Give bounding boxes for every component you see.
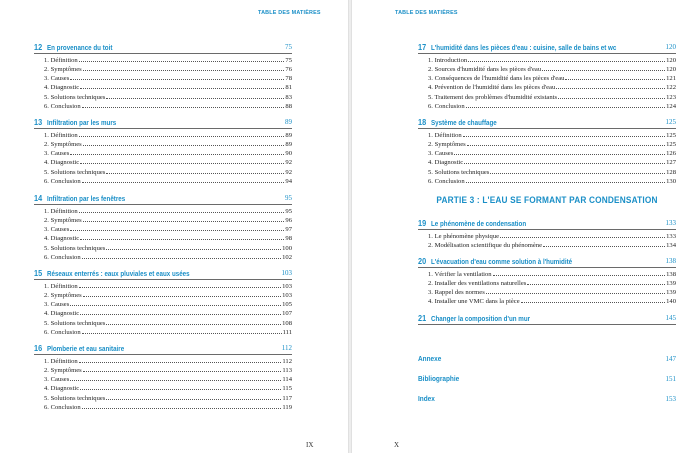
toc-entry[interactable] [418, 176, 676, 185]
entry-page: 121 [666, 75, 676, 83]
chapter-entries [418, 268, 676, 306]
toc-entry[interactable] [418, 167, 676, 176]
chapter-page: 103 [281, 269, 292, 277]
entry-page: 125 [666, 140, 676, 148]
backmatter-title: Annexe [418, 354, 442, 363]
entry-page: 111 [282, 328, 292, 336]
entry-label: 4. Diagnostic [428, 159, 464, 167]
entry-label: 1. Définition [428, 131, 462, 139]
toc-entry[interactable] [34, 82, 292, 91]
entry-label: 6. Conclusion [44, 253, 81, 261]
toc-entry[interactable] [418, 296, 676, 305]
dot-leader [70, 73, 284, 80]
backmatter-page: 151 [665, 375, 676, 383]
chapter-title: Système de chauffage [431, 117, 497, 127]
dot-leader [82, 402, 282, 409]
backmatter-title: Index [418, 394, 435, 403]
entry-page: 75 [285, 56, 292, 64]
chapter-heading[interactable] [418, 42, 676, 54]
entry-page: 100 [282, 244, 292, 252]
dot-leader [80, 308, 281, 315]
entry-page: 115 [282, 385, 292, 393]
entry-label: 3. Causes [44, 301, 70, 309]
backmatter-entry[interactable] [418, 374, 676, 385]
toc-chapter [418, 218, 676, 249]
chapter-heading[interactable] [418, 117, 676, 129]
chapter-heading[interactable] [418, 313, 676, 325]
toc-entry[interactable] [418, 148, 676, 157]
chapter-entries [34, 129, 292, 185]
entry-page: 139 [666, 289, 676, 297]
entry-label: 4. Diagnostic [44, 385, 80, 393]
entry-page: 96 [285, 216, 292, 224]
toc-entry[interactable] [34, 393, 292, 402]
chapter-page: 125 [665, 118, 676, 126]
dot-leader [542, 64, 665, 71]
chapter-title: Plomberie et eau sanitaire [47, 343, 125, 353]
toc-entry[interactable] [418, 73, 676, 82]
chapter-number: 21 [418, 313, 427, 323]
dot-leader [464, 157, 665, 164]
toc-entry[interactable] [34, 383, 292, 392]
entry-page: 122 [666, 84, 676, 92]
dot-leader [82, 176, 285, 183]
entry-page: 113 [282, 366, 292, 374]
chapter-heading[interactable] [418, 218, 676, 230]
entry-page: 120 [666, 65, 676, 73]
entry-page: 140 [666, 298, 676, 306]
toc-entry[interactable] [418, 82, 676, 91]
entry-label: 1. Définition [44, 357, 78, 365]
dot-leader [80, 383, 281, 390]
chapter-title: L'évacuation d'eau comme solution à l'humidité [431, 256, 573, 266]
entry-label: 2. Modélisation scientifique du phénomène [428, 241, 543, 249]
entry-label: 4. Diagnostic [44, 84, 80, 92]
entry-label: 6. Conclusion [44, 102, 81, 110]
chapter-number: 16 [34, 343, 43, 353]
entry-label: 3. Causes [428, 150, 454, 158]
entry-label: 1. Introduction [428, 56, 468, 64]
entry-label: 2. Symptômes [44, 366, 82, 374]
chapter-number: 14 [34, 193, 43, 203]
entry-page: 90 [285, 150, 292, 158]
right-page [352, 0, 700, 453]
dot-leader [82, 252, 281, 259]
dot-leader [79, 281, 281, 288]
entry-page: 103 [282, 282, 292, 290]
entry-page: 124 [666, 102, 676, 110]
dot-leader [83, 290, 281, 297]
entry-label: 3. Rappel des normes [428, 289, 485, 297]
toc-entry[interactable] [34, 92, 292, 101]
toc-entry[interactable] [34, 176, 292, 185]
dot-leader [565, 73, 665, 80]
entry-page: 117 [282, 394, 292, 402]
entry-label: 6. Conclusion [44, 403, 81, 411]
entry-label: 2. Symptômes [44, 65, 82, 73]
entry-label: 2. Symptômes [44, 291, 82, 299]
toc-entry[interactable] [34, 318, 292, 327]
dot-leader [500, 231, 665, 238]
entry-page: 102 [282, 253, 292, 261]
chapter-page: 75 [285, 43, 292, 51]
chapter-heading[interactable] [34, 117, 292, 129]
entry-label: 5. Solutions techniques [44, 93, 106, 101]
dot-leader [466, 101, 665, 108]
entry-page: 105 [282, 301, 292, 309]
dot-leader [80, 157, 284, 164]
entry-page: 125 [666, 131, 676, 139]
chapter-page: 138 [665, 257, 676, 265]
dot-leader [454, 148, 665, 155]
toc-entry[interactable] [34, 101, 292, 110]
entry-label: 4. Diagnostic [44, 235, 80, 243]
dot-leader [83, 139, 285, 146]
chapter-title: Le phénomène de condensation [431, 218, 527, 228]
chapter-page: 112 [281, 344, 292, 352]
folio-right: X [394, 441, 400, 449]
dot-leader [82, 327, 282, 334]
toc-chapter [34, 343, 292, 411]
dot-leader [521, 296, 665, 303]
dot-leader [467, 139, 665, 146]
entry-page: 114 [282, 376, 292, 384]
dot-leader [70, 224, 284, 231]
entry-label: 3. Causes [44, 226, 70, 234]
dot-leader [468, 55, 665, 62]
entry-page: 138 [666, 270, 676, 278]
toc-entry[interactable] [34, 374, 292, 383]
chapter-page: 145 [665, 314, 676, 322]
dot-leader [106, 243, 281, 250]
toc-entry[interactable] [34, 224, 292, 233]
toc-entry[interactable] [34, 215, 292, 224]
backmatter-page: 147 [665, 355, 676, 363]
dot-leader [82, 101, 285, 108]
chapter-heading[interactable] [34, 268, 292, 280]
toc-entry[interactable] [418, 55, 676, 64]
entry-page: 108 [282, 319, 292, 327]
entry-page: 94 [285, 177, 292, 185]
chapter-number: 13 [34, 117, 43, 127]
dot-leader [79, 130, 285, 137]
chapter-entries [34, 205, 292, 261]
chapter-title: Changer la composition d'un mur [431, 313, 531, 323]
toc-entry[interactable] [418, 101, 676, 110]
entry-page: 130 [666, 177, 676, 185]
entry-label: 5. Solutions techniques [44, 244, 106, 252]
dot-leader [106, 92, 284, 99]
dot-leader [463, 130, 665, 137]
chapter-entries [418, 54, 676, 110]
part-title: PARTIE 3 : L'EAU SE FORMANT PAR CONDENSATION [436, 195, 658, 205]
entry-label: 1. Le phénomène physique [428, 232, 500, 240]
chapter-entries [34, 280, 292, 336]
dot-leader [80, 82, 284, 89]
toc-entry[interactable] [418, 269, 676, 278]
backmatter-page: 153 [665, 395, 676, 403]
entry-label: 4. Diagnostic [44, 310, 80, 318]
entry-page: 139 [666, 279, 676, 287]
dot-leader [527, 278, 665, 285]
entry-page: 128 [666, 168, 676, 176]
entry-label: 1. Définition [44, 207, 78, 215]
toc-entry[interactable] [418, 64, 676, 73]
entry-page: 89 [285, 140, 292, 148]
dot-leader [83, 215, 285, 222]
chapter-title: Infiltration par les murs [47, 117, 117, 127]
dot-leader [70, 148, 284, 155]
chapter-entries [418, 230, 676, 249]
entry-page: 88 [285, 102, 292, 110]
entry-page: 103 [282, 291, 292, 299]
entry-label: 3. Causes [44, 376, 70, 384]
toc-entry[interactable] [34, 55, 292, 64]
toc-entry[interactable] [34, 64, 292, 73]
toc-chapter [34, 268, 292, 336]
toc-entry[interactable] [34, 308, 292, 317]
toc-entry[interactable] [418, 287, 676, 296]
chapter-number: 15 [34, 268, 43, 278]
running-head-left: TABLE DES MATIÈRES [258, 10, 321, 16]
entry-label: 6. Conclusion [428, 177, 465, 185]
dot-leader [70, 299, 281, 306]
chapter-page: 95 [285, 194, 292, 202]
entry-page: 126 [666, 150, 676, 158]
entry-page: 120 [666, 56, 676, 64]
dot-leader [106, 318, 281, 325]
toc-entry[interactable] [418, 278, 676, 287]
chapter-number: 17 [418, 42, 427, 52]
entry-page: 127 [666, 159, 676, 167]
entry-page: 76 [285, 65, 292, 73]
toc-entry[interactable] [418, 240, 676, 249]
chapter-title: Infiltration par les fenêtres [47, 193, 126, 203]
entry-page: 92 [285, 168, 292, 176]
toc-entry[interactable] [34, 157, 292, 166]
entry-label: 4. Prévention de l'humidité dans les pièces d'eau [428, 84, 556, 92]
toc-entry[interactable] [34, 290, 292, 299]
entry-page: 92 [285, 159, 292, 167]
entry-label: 4. Installer une VMC dans la pièce [428, 298, 520, 306]
dot-leader [79, 55, 285, 62]
entry-page: 134 [666, 241, 676, 249]
entry-label: 6. Conclusion [44, 328, 81, 336]
dot-leader [558, 92, 665, 99]
toc-chapter [418, 42, 676, 110]
toc-entry[interactable] [418, 130, 676, 139]
chapter-number: 20 [418, 256, 427, 266]
dot-leader [556, 82, 665, 89]
chapter-page: 120 [665, 43, 676, 51]
backmatter-entry[interactable] [418, 354, 676, 365]
chapter-entries [34, 54, 292, 110]
folio-left: IX [306, 441, 314, 449]
dot-leader [70, 374, 281, 381]
entry-page: 97 [285, 226, 292, 234]
toc-entry[interactable] [418, 139, 676, 148]
entry-page: 98 [285, 235, 292, 243]
entry-label: 1. Définition [44, 131, 78, 139]
toc-entry[interactable] [34, 252, 292, 261]
dot-leader [466, 176, 665, 183]
entry-page: 89 [285, 131, 292, 139]
toc-chapter [418, 313, 676, 326]
toc-chapter [418, 117, 676, 185]
entry-label: 3. Conséquences de l'humidité dans les pièces d'eau [428, 75, 565, 83]
toc-entry[interactable] [34, 206, 292, 215]
entry-label: 5. Traitement des problèmes d'humidité existants [428, 93, 558, 101]
chapter-number: 18 [418, 117, 427, 127]
chapter-title: L'humidité dans les pièces d'eau : cuisine, salle de bains et wc [431, 42, 617, 52]
chapter-entries [34, 355, 292, 411]
chapter-heading[interactable] [34, 42, 292, 54]
entry-page: 119 [282, 403, 292, 411]
backmatter-entry[interactable] [418, 394, 676, 405]
dot-leader [80, 233, 284, 240]
chapter-number: 19 [418, 218, 427, 228]
toc-entry[interactable] [34, 281, 292, 290]
chapter-heading[interactable] [34, 343, 292, 355]
chapter-page: 133 [665, 219, 676, 227]
dot-leader [79, 356, 282, 363]
dot-leader [83, 64, 285, 71]
left-page [0, 0, 348, 453]
toc-entry[interactable] [34, 167, 292, 176]
entry-label: 3. Causes [44, 150, 70, 158]
entry-label: 4. Diagnostic [44, 159, 80, 167]
toc-entry[interactable] [34, 243, 292, 252]
entry-page: 112 [282, 357, 292, 365]
entry-page: 83 [285, 93, 292, 101]
chapter-entries [418, 325, 676, 326]
running-head-right: TABLE DES MATIÈRES [395, 10, 458, 16]
entry-label: 2. Sources d'humidité dans les pièces d'eau [428, 65, 542, 73]
entry-label: 5. Solutions techniques [428, 168, 490, 176]
entry-label: 2. Symptômes [428, 140, 466, 148]
chapter-entries [418, 129, 676, 185]
entry-label: 1. Définition [44, 56, 78, 64]
entry-label: 2. Installer des ventilations naturelles [428, 279, 527, 287]
backmatter-title: Bibliographie [418, 374, 460, 383]
toc-chapter [34, 193, 292, 261]
entry-label: 6. Conclusion [44, 177, 81, 185]
dot-leader [106, 393, 281, 400]
entry-page: 95 [285, 207, 292, 215]
dot-leader [543, 240, 665, 247]
toc-entry[interactable] [34, 327, 292, 336]
entry-label: 2. Symptômes [44, 140, 82, 148]
dot-leader [79, 206, 285, 213]
chapter-title: En provenance du toit [47, 42, 113, 52]
toc-entry[interactable] [418, 157, 676, 166]
dot-leader [486, 287, 665, 294]
dot-leader [493, 269, 666, 276]
toc-entry[interactable] [34, 73, 292, 82]
chapter-title: Réseaux enterrés : eaux pluviales et eaux usées [47, 268, 190, 278]
entry-page: 123 [666, 93, 676, 101]
toc-entry[interactable] [418, 92, 676, 101]
toc-entry[interactable] [34, 356, 292, 365]
chapter-page: 89 [285, 118, 292, 126]
entry-label: 1. Définition [44, 282, 78, 290]
toc-entry[interactable] [34, 139, 292, 148]
dot-leader [83, 365, 282, 372]
entry-page: 78 [285, 75, 292, 83]
entry-page: 81 [285, 84, 292, 92]
entry-label: 5. Solutions techniques [44, 394, 106, 402]
toc-entry[interactable] [34, 365, 292, 374]
entry-label: 3. Causes [44, 75, 70, 83]
toc-chapter [34, 42, 292, 110]
toc-chapter [418, 256, 676, 306]
entry-label: 6. Conclusion [428, 102, 465, 110]
toc-entry[interactable] [418, 231, 676, 240]
chapter-heading[interactable] [34, 193, 292, 205]
toc-entry[interactable] [34, 148, 292, 157]
entry-label: 5. Solutions techniques [44, 168, 106, 176]
chapter-number: 12 [34, 42, 43, 52]
dot-leader [490, 167, 665, 174]
toc-entry[interactable] [34, 130, 292, 139]
toc-entry[interactable] [34, 233, 292, 242]
entry-label: 5. Solutions techniques [44, 319, 106, 327]
toc-chapter [34, 117, 292, 185]
chapter-heading[interactable] [418, 256, 676, 268]
entry-page: 107 [282, 310, 292, 318]
entry-page: 133 [666, 232, 676, 240]
toc-entry[interactable] [34, 299, 292, 308]
dot-leader [106, 167, 284, 174]
toc-entry[interactable] [34, 402, 292, 411]
entry-label: 1. Vérifier la ventilation [428, 270, 492, 278]
entry-label: 2. Symptômes [44, 216, 82, 224]
